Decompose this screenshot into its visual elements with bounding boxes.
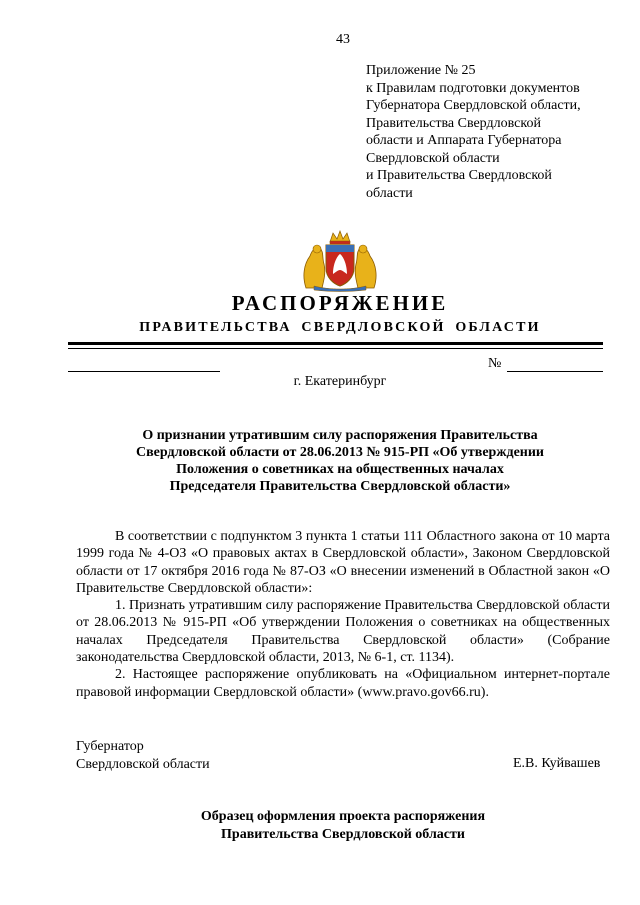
city-label: г. Екатеринбург	[293, 374, 387, 389]
appendix-line: Правительства Свердловской	[366, 115, 541, 131]
appendix-line: к Правилам подготовки документов	[366, 80, 580, 96]
title-line: Свердловской области от 28.06.2013 № 915-РП «Об утверждении	[136, 445, 544, 460]
caption-line: Правительства Свердловской области	[221, 827, 465, 842]
signer-title-line: Губернатор	[76, 739, 144, 754]
document-body	[76, 528, 610, 701]
sample-caption	[0, 808, 640, 844]
number-label: №	[488, 356, 502, 371]
date-blank-line	[68, 371, 220, 372]
appendix-line: Губернатора Свердловской области,	[366, 98, 581, 113]
body-paragraph: 2. Настоящее распоряжение опубликовать на «Официальном интернет-портале правовой информации Свердловской области» (www.pravo.gov66.ru).	[76, 667, 610, 700]
title-line: О признании утратившим силу распоряжения Правительства	[142, 428, 538, 443]
number-blank-line	[507, 371, 603, 372]
appendix-line: Приложение № 25	[366, 63, 476, 78]
body-paragraph: 1. Признать утратившим силу распоряжение Правительства Свердловской области от 28.06.2013 № 915-РП «Об утверждении Положения о советниках на общественных началах Председателя Правительства Свердловской области» (Собрание законодательства Свердловской области, 2013, № 6-1, ст. 1134).	[76, 598, 610, 666]
signer-title	[76, 738, 210, 774]
signer-name: Е.В. Куйвашев	[513, 756, 601, 771]
title-line: Председателя Правительства Свердловской области»	[169, 479, 511, 494]
appendix-line: Свердловской области	[366, 150, 500, 166]
header-rule-thick	[68, 342, 603, 345]
header-rule-thin	[68, 348, 603, 349]
appendix-line: области и Аппарата Губернатора	[366, 133, 562, 148]
page-number: 43	[336, 32, 350, 47]
signer-title-line: Свердловской области	[76, 757, 210, 772]
appendix-note	[366, 62, 626, 202]
body-paragraph: В соответствии с подпунктом 3 пункта 1 статьи 111 Областного закона от 10 марта 1999 года № 4-ОЗ «О правовых актах в Свердловской области», Законом Свердловской области от 17 октября 2016 года № 87-ОЗ «О внесении изменений в Областной закон «О Правительстве Свердловской области»:	[76, 529, 610, 596]
issuer-heading: ПРАВИТЕЛЬСТВА СВЕРДЛОВСКОЙ ОБЛАСТИ	[139, 320, 541, 335]
document-type-heading: РАСПОРЯЖЕНИЕ	[231, 291, 449, 315]
title-line: Положения о советниках на общественных началах	[176, 462, 504, 477]
appendix-line: области	[366, 185, 413, 201]
sverdlovsk-coat-of-arms-icon	[300, 228, 380, 292]
document-title	[90, 427, 590, 495]
appendix-line: и Правительства Свердловской	[366, 168, 552, 183]
caption-line: Образец оформления проекта распоряжения	[200, 809, 486, 824]
